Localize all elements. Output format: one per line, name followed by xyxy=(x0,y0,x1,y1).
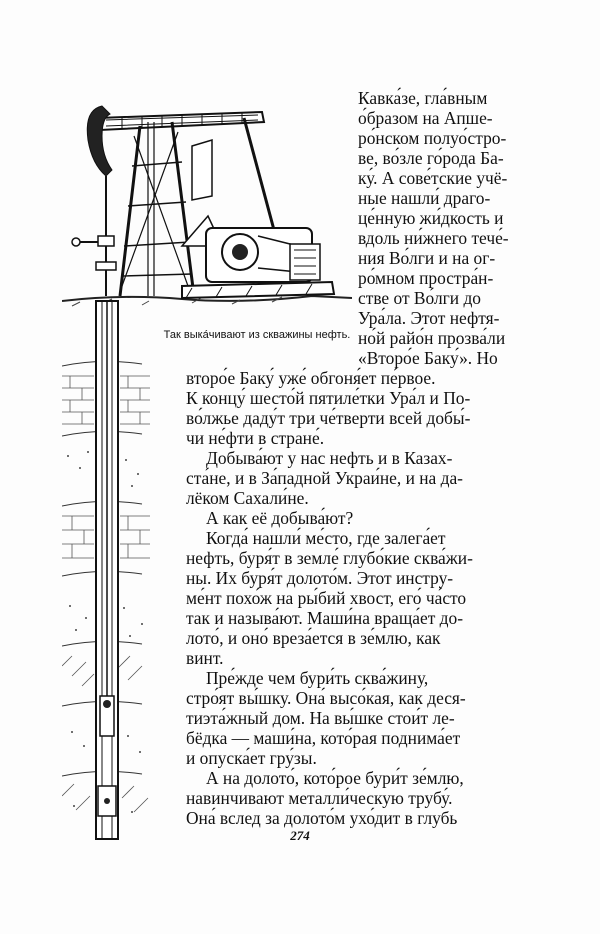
text-line: ме́нт похо́ж на ры́бий хвост, его́ ча́сто xyxy=(186,588,467,608)
text-line: чи не́фти в стране́. xyxy=(186,428,325,448)
text-line: о́бразом на Апше- xyxy=(358,108,493,128)
text-line: так и называ́ют. Маши́на враща́ет до- xyxy=(186,608,464,628)
text-line: це́нную жи́дкость и xyxy=(358,208,504,228)
text-line: вдоль ни́жнего тече́- xyxy=(358,228,509,248)
text-line: Ура́ла. Этот нефтя- xyxy=(358,308,500,328)
text-line: Кавка́зе, гла́вным xyxy=(358,88,488,108)
text-line: Когда́ нашли́ ме́сто, где залега́ет xyxy=(206,528,446,548)
text-line: К концу́ шесто́й пятиле́тки Ура́л и По- xyxy=(186,388,471,408)
text-line: но́й райо́н прозва́ли xyxy=(358,328,506,348)
text-line: лёком Сахали́не. xyxy=(186,488,309,508)
text-line: ку́. А сове́тские учё- xyxy=(358,168,508,188)
illustration-caption: Так выка́чивают из скважины нефть. xyxy=(163,329,351,341)
text-line: ны. Их буря́т долото́м. Этот инстру- xyxy=(186,568,454,588)
text-line: винт. xyxy=(186,648,224,668)
text-line: ве, во́зле го́рода Ба- xyxy=(358,148,504,168)
text-line: стро́ят вы́шку. Она́ высо́кая, как деся- xyxy=(186,688,466,708)
text-line: Она́ вслед за долото́м ухо́дит в глубь xyxy=(186,808,458,828)
text-line: А как её добыва́ют? xyxy=(206,508,354,528)
text-line: ния Во́лги и на ог- xyxy=(358,248,496,268)
text-line: «Второ́е Баку́». Но xyxy=(358,348,498,368)
text-line: второ́е Баку́ уже́ обгоня́ет пе́рвое. xyxy=(186,368,436,388)
text-line: А на долото́, кото́рое бури́т зе́млю, xyxy=(206,768,464,788)
text-line: ста́не, и в За́падной Украи́не, и на да- xyxy=(186,468,463,488)
text-line: и опуска́ет гру́зы. xyxy=(186,748,317,768)
text-line: нефть, буря́т в земле́ глубо́кие сква́жи- xyxy=(186,548,473,568)
text-line: Пре́жде чем бури́ть сква́жину, xyxy=(206,668,429,688)
text-line: навинчивают металли́ческую трубу́. xyxy=(186,788,453,808)
text-line: стве от Во́лги до xyxy=(358,288,481,308)
page-number: 274 xyxy=(290,828,310,843)
text-line: лото́, и оно́ вреза́ется в зе́млю, как xyxy=(186,628,441,648)
text-line: ро́мном простра́н- xyxy=(358,268,494,288)
text-line: Добыва́ют у нас нефть и в Казах- xyxy=(206,448,453,468)
text-line: бёдка — маши́на, кото́рая поднима́ет xyxy=(186,728,461,748)
text-line: ные нашли́ драго- xyxy=(358,188,491,208)
text-line: во́лжье даду́т три че́тверти всей добы́- xyxy=(186,408,471,428)
text-line: ро́нском полуо́стро- xyxy=(358,128,507,148)
text-line: тиэта́жный дом. На вы́шке стои́т ле- xyxy=(186,708,455,728)
